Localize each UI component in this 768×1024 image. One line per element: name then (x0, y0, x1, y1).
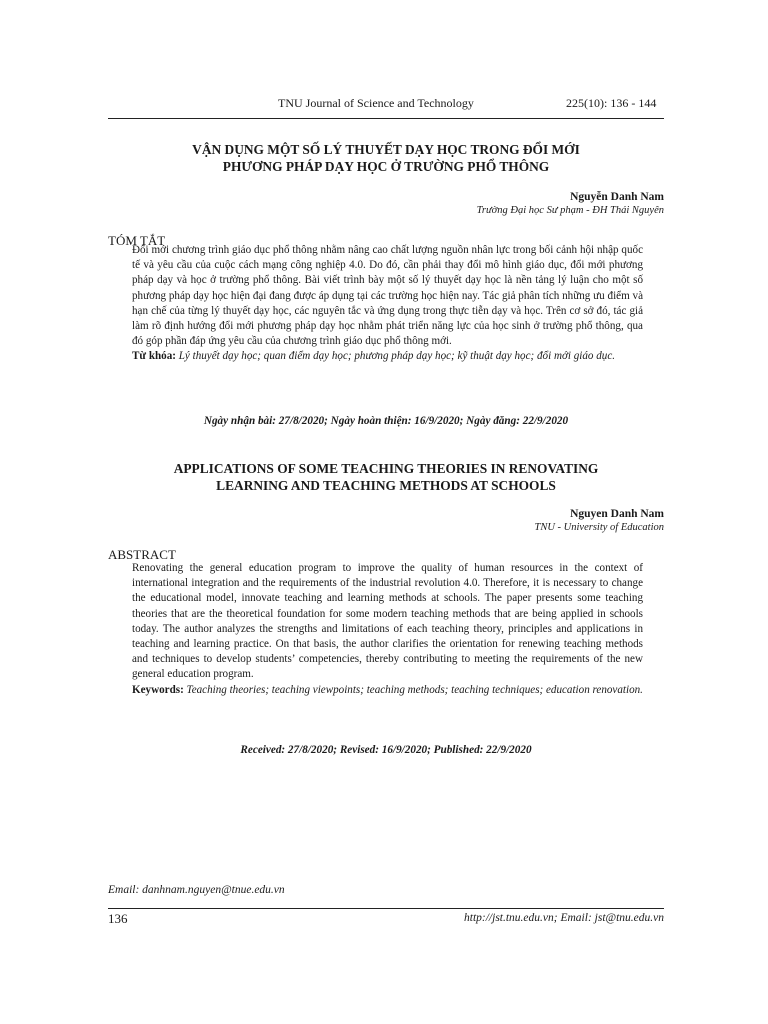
author-email: Email: danhnam.nguyen@tnue.edu.vn (108, 884, 285, 896)
vietnamese-keywords-text: Lý thuyết dạy học; quan điểm dạy học; phương pháp dạy học; kỹ thuật dạy học; đổi mới giáo dục. (178, 350, 616, 363)
footer-links: http://jst.tnu.edu.vn; Email: jst@tnu.edu.vn (464, 912, 664, 924)
english-keywords (132, 683, 643, 698)
journal-issue: 225(10): 136 - 144 (566, 96, 657, 110)
vietnamese-abstract-heading: TÓM TẮT (108, 233, 166, 248)
english-abstract-heading: ABSTRACT (108, 547, 176, 562)
english-dates: Received: 27/8/2020; Revised: 16/9/2020; Published: 22/9/2020 (240, 744, 532, 756)
vietnamese-keywords (132, 349, 643, 364)
english-title (108, 460, 664, 494)
page-number: 136 (108, 911, 128, 926)
vietnamese-author: Nguyễn Danh Nam (570, 191, 664, 203)
english-affiliation: TNU - University of Education (534, 522, 664, 533)
vietnamese-affiliation: Trường Đại học Sư phạm - ĐH Thái Nguyên (476, 205, 664, 216)
english-abstract-body: Renovating the general education program to improve the quality of human resources in the context of international integration and the requirements of the industrial revolution 4.0. Therefore, it is necessary to change the educational model, innovate teaching and learning methods at schools. The paper presents some teaching theories that are the theoretical foundation for some modern teaching methods that are being applied in schools today. The author analyzes the strengths and limitations of each teaching theory, principles and applications in teaching and learning practice. On that basis, the author clarifies the orientation for renewing teaching methods and techniques to develop students’ competencies, thereby contributing to meeting the requirements of the new general education program. (132, 562, 643, 681)
vietnamese-abstract-body: Đổi mới chương trình giáo dục phổ thông nhằm nâng cao chất lượng nguồn nhân lực trong bối cảnh hội nhập quốc tế và yêu cầu của cuộc cách mạng công nghiệp 4.0. Do đó, cần phải thay đổi mô hình giáo dục, đổi mới phương pháp dạy và học ở trường phổ thông. Bài viết trình bày một số lý thuyết dạy học là nền tảng lý luận cho một số phương pháp dạy học hiện đại đang được áp dụng tại các trường học hiện nay. Tác giả phân tích những ưu điểm và hạn chế của từng lý thuyết dạy học, các nguyên tắc và ứng dụng trong thực tiễn dạy và học. Trên cơ sở đó, tác giả làm rõ định hướng đổi mới phương pháp dạy học nhằm phát triển năng lực của học sinh ở trường phổ thông, qua đó góp phần đáp ứng yêu cầu của chương trình giáo dục phổ thông mới. (132, 244, 643, 348)
vietnamese-title-line-1: VẬN DỤNG MỘT SỐ LÝ THUYẾT DẠY HỌC TRONG ĐỔI MỚI (192, 142, 580, 157)
vietnamese-keywords-label: Từ khóa: (132, 350, 176, 363)
english-title-line-2: LEARNING AND TEACHING METHODS AT SCHOOLS (216, 478, 556, 493)
english-abstract (132, 561, 643, 698)
vietnamese-title-line-2: PHƯƠNG PHÁP DẠY HỌC Ở TRƯỜNG PHỔ THÔNG (222, 159, 550, 174)
header-rule (108, 118, 664, 119)
english-author: Nguyen Danh Nam (570, 508, 664, 520)
english-keywords-text: Teaching theories; teaching viewpoints; teaching methods; teaching techniques; education renovation. (186, 683, 643, 696)
english-keywords-label: Keywords: (132, 683, 184, 696)
vietnamese-abstract (132, 243, 643, 365)
journal-name: TNU Journal of Science and Technology (278, 96, 474, 110)
vietnamese-title (108, 141, 664, 175)
vietnamese-dates: Ngày nhận bài: 27/8/2020; Ngày hoàn thiện: 16/9/2020; Ngày đăng: 22/9/2020 (203, 415, 569, 427)
english-title-line-1: APPLICATIONS OF SOME TEACHING THEORIES IN RENOVATING (173, 461, 599, 476)
footer-rule (108, 908, 664, 909)
